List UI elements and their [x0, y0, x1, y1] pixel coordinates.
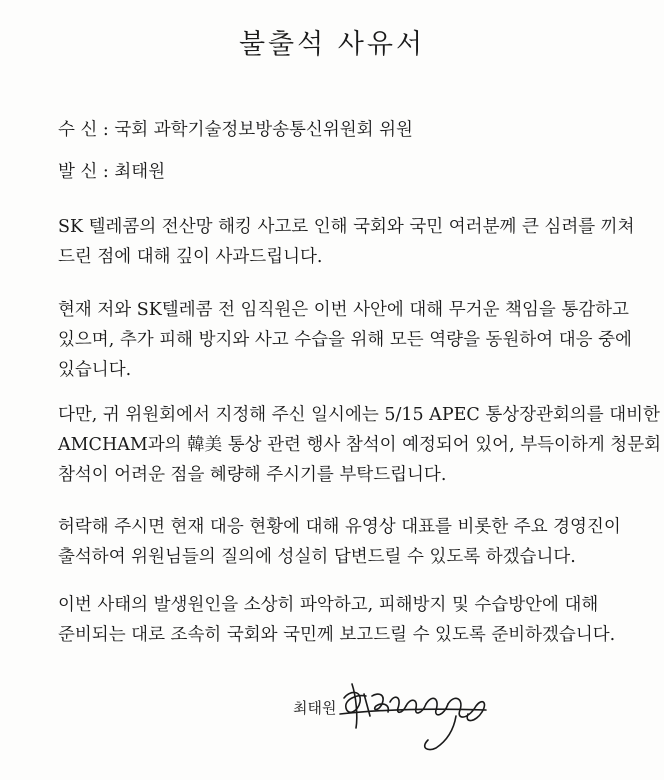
- paragraph-attendance-proposal: [58, 512, 628, 572]
- paragraph-line: 있습니다.: [58, 360, 132, 380]
- paragraph-line: 다만, 귀 위원회에서 지정해 주신 일시에는 5/15 APEC 통상장관회의를 대비한: [58, 405, 660, 425]
- paragraph-line: 드린 점에 대해 깊이 사과드립니다.: [58, 247, 323, 267]
- paragraph-line: 허락해 주시면 현재 대응 현황에 대해 유영상 대표를 비롯한 주요 경영진이: [58, 517, 621, 537]
- handwritten-signature: [336, 676, 506, 756]
- paragraph-line: 참석이 어려운 점을 혜량해 주시기를 부탁드립니다.: [58, 465, 447, 485]
- paragraph-absence-reason: [58, 400, 662, 490]
- recipient-line: 수 신 : 국회 과학기술정보방송통신위원회 위원: [58, 120, 413, 140]
- paragraph-follow-up: [58, 590, 628, 650]
- paragraph-line: 준비되는 대로 조속히 국회와 국민께 보고드릴 수 있도록 준비하겠습니다.: [58, 625, 616, 645]
- paragraph-line: AMCHAM과의 韓美 통상 관련 행사 참석이 예정되어 있어, 부득이하게 청문회: [58, 435, 662, 455]
- sender-line: 발 신 : 최태원: [58, 162, 166, 182]
- paragraph-line: 현재 저와 SK텔레콤 전 임직원은 이번 사안에 대해 무거운 책임을 통감하고: [58, 300, 629, 320]
- paragraph-line: 이번 사태의 발생원인을 소상히 파악하고, 피해방지 및 수습방안에 대해: [58, 595, 599, 615]
- document-title: 불출석 사유서: [238, 29, 426, 60]
- paragraph-line: SK 텔레콤의 전산망 해킹 사고로 인해 국회와 국민 여러분께 큰 심려를 끼쳐: [58, 217, 635, 237]
- paragraph-line: 있으며, 추가 피해 방지와 사고 수습을 위해 모든 역량을 동원하여 대응 중에: [58, 330, 632, 350]
- paragraph-apology: [58, 212, 635, 272]
- signer-name: 최태원: [293, 699, 337, 717]
- paragraph-responsibility: [58, 295, 632, 385]
- paragraph-line: 출석하여 위원님들의 질의에 성실히 답변드릴 수 있도록 하겠습니다.: [58, 547, 576, 567]
